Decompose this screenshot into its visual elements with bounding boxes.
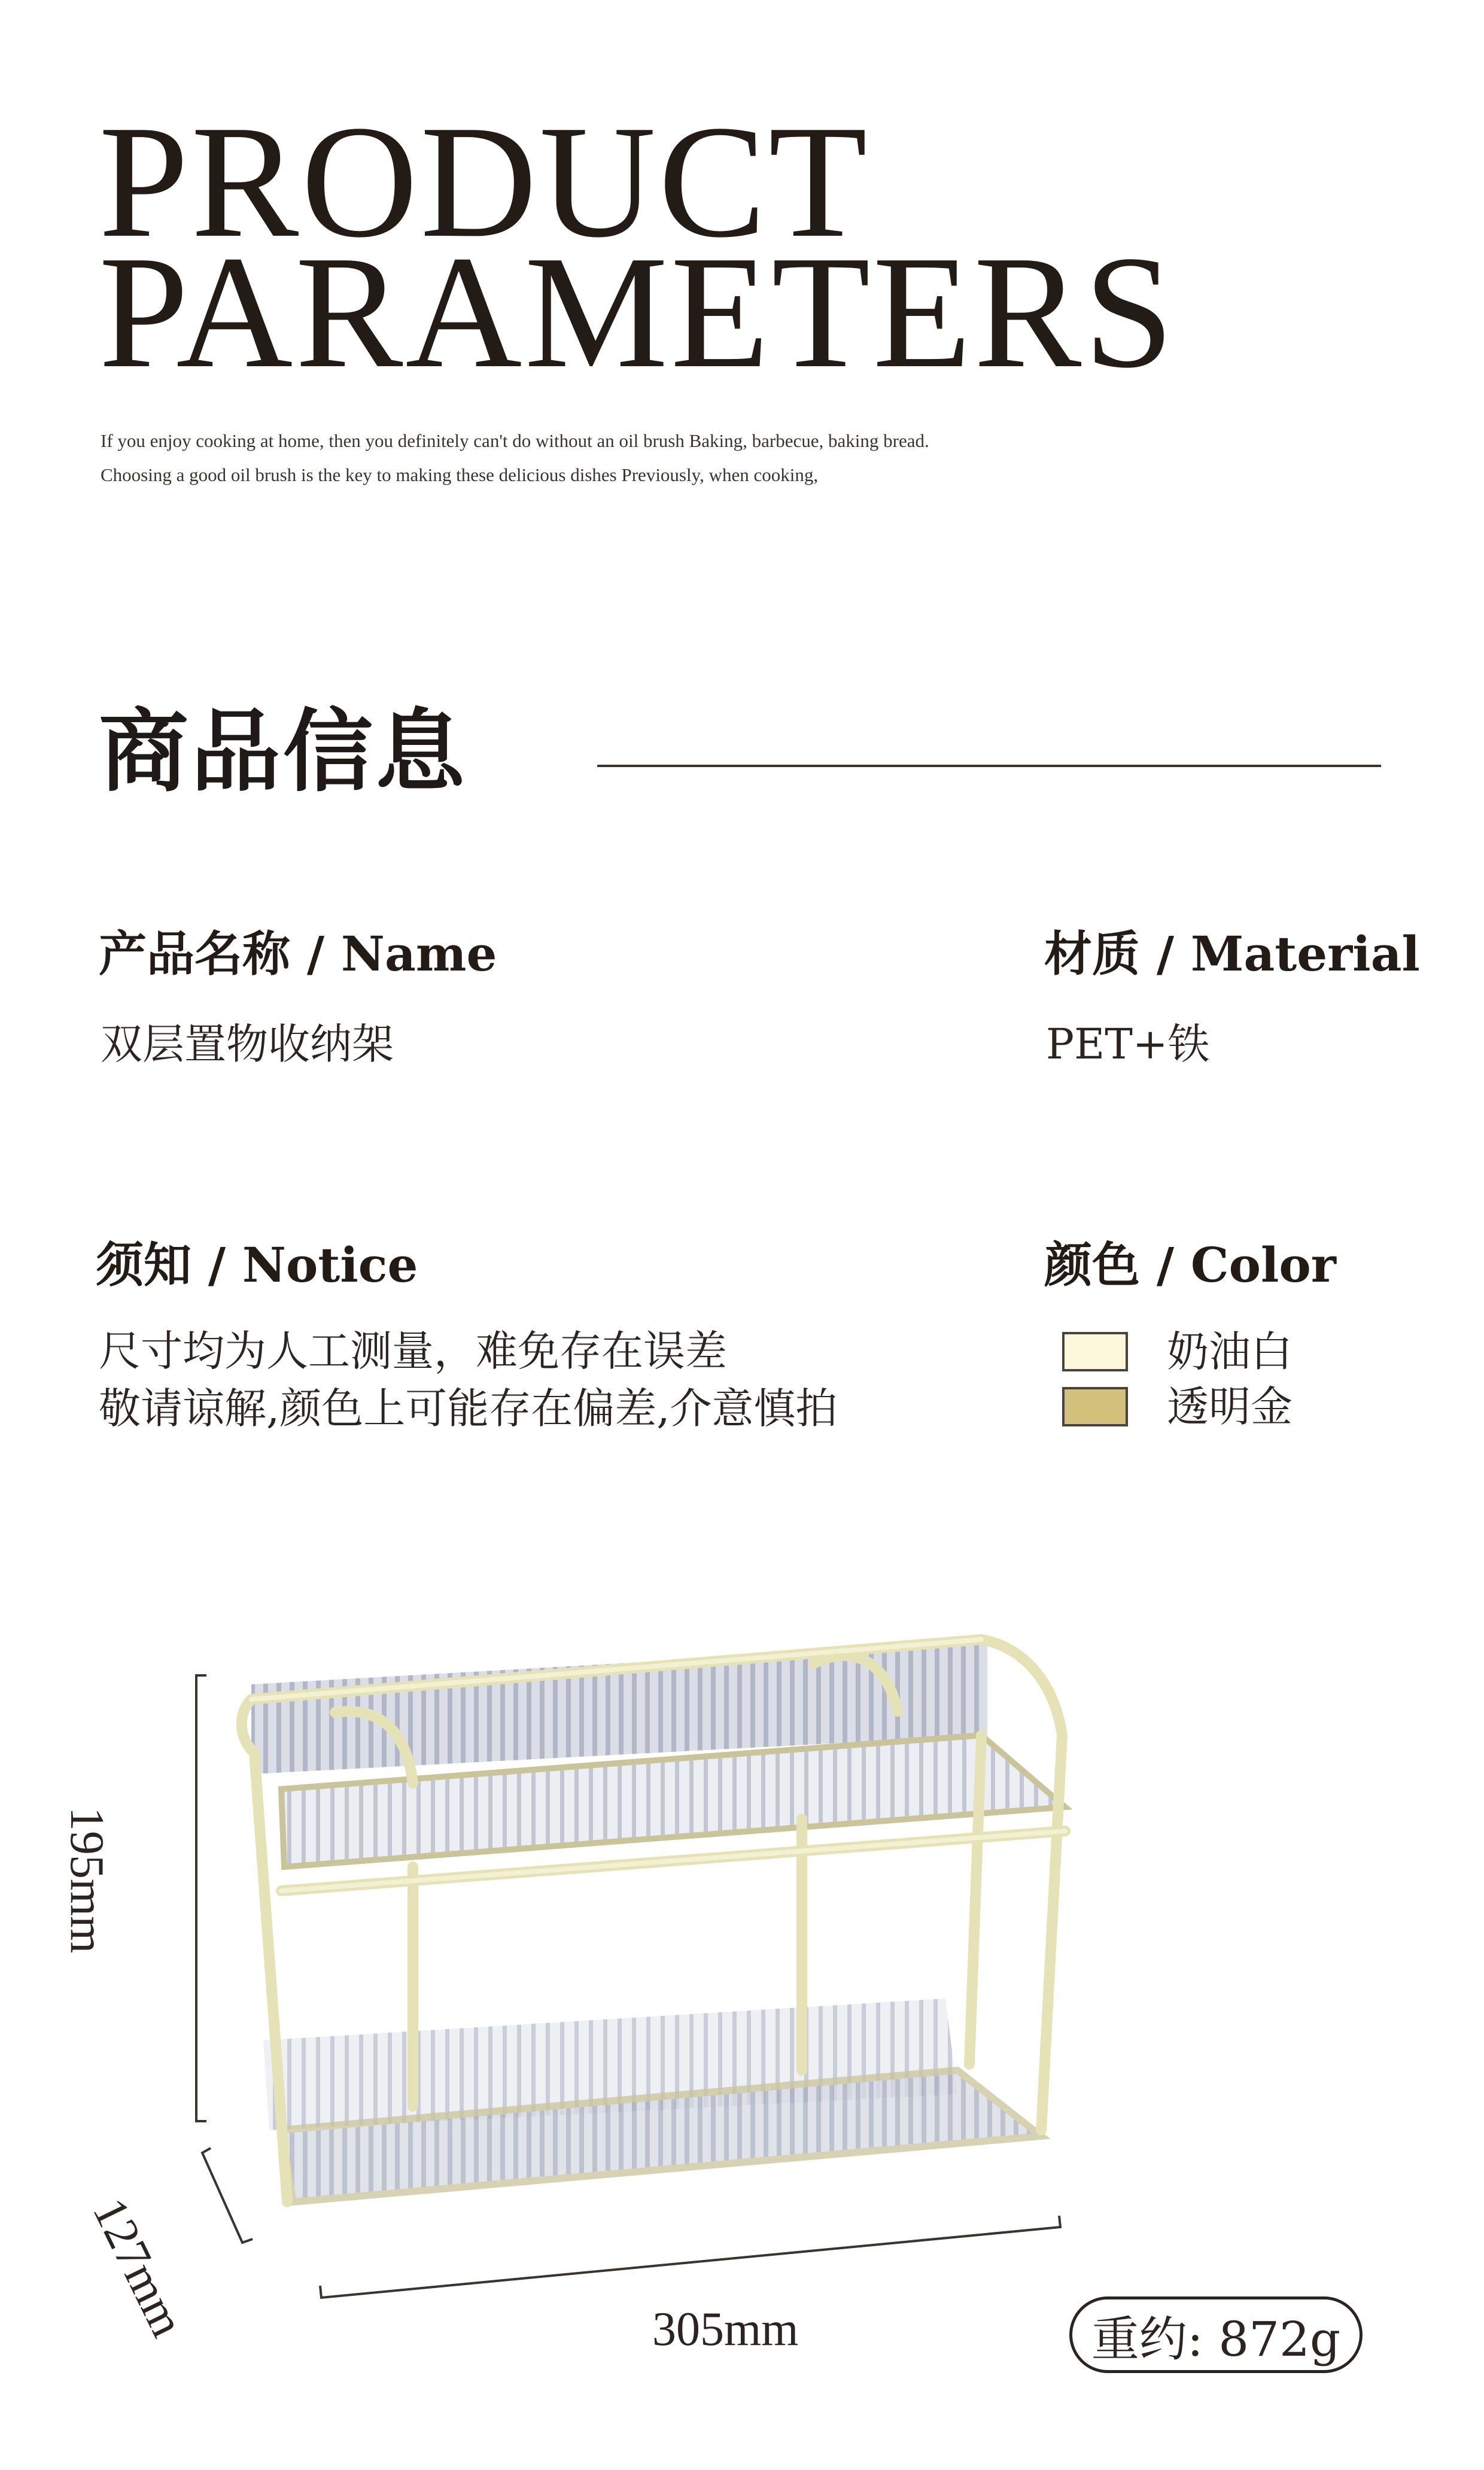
depth-dimension-label: 127mm — [83, 2190, 194, 2345]
name-value: 双层置物收纳架 — [101, 1020, 394, 1069]
notice-line1: 尺寸均为人工测量，难免存在误差 — [99, 1327, 727, 1376]
width-dimension-label: 305mm — [652, 2303, 799, 2356]
hero-subtitle-line2: Choosing a good oil brush is the key to making these delicious dishes Previously, when cooking, — [101, 464, 819, 485]
height-dimension-label: 195mm — [60, 1807, 113, 1954]
section-divider — [597, 765, 1381, 767]
hero-title-line2: PARAMETERS — [99, 223, 1176, 401]
color-option-name: 奶油白 — [1167, 1327, 1293, 1376]
hero-subtitle-line1: If you enjoy cooking at home, then you definitely can't do without an oil brush Baking, barbecue, baking bread. — [101, 430, 929, 451]
section-title: 商品信息 — [99, 699, 468, 804]
color-label: 颜色 / Color — [1044, 1237, 1336, 1293]
color-options — [1062, 1324, 1293, 1434]
hero-title-line1: PRODUCT — [99, 92, 870, 271]
color-option — [1062, 1324, 1293, 1379]
notice-label: 须知 / Notice — [96, 1237, 418, 1293]
hero-subtitle — [101, 424, 1178, 492]
color-swatch-cream — [1062, 1332, 1128, 1371]
color-option — [1062, 1379, 1293, 1434]
weight-badge: 重约: 872g — [1069, 2296, 1363, 2373]
depth-dimension-line — [202, 2148, 253, 2243]
material-value: PET+铁 — [1046, 1020, 1210, 1069]
height-dimension-line — [196, 1675, 206, 2121]
color-swatch-gold — [1062, 1387, 1128, 1426]
name-label: 产品名称 / Name — [99, 926, 497, 982]
hero-title — [99, 92, 1176, 401]
color-option-name: 透明金 — [1167, 1382, 1293, 1431]
material-label: 材质 / Material — [1044, 926, 1420, 982]
notice-text — [99, 1322, 838, 1437]
notice-line2: 敬请谅解,颜色上可能存在偏差,介意慎拍 — [99, 1384, 838, 1433]
width-dimension-line — [320, 2216, 1060, 2298]
product-illustration — [0, 1556, 1484, 2334]
